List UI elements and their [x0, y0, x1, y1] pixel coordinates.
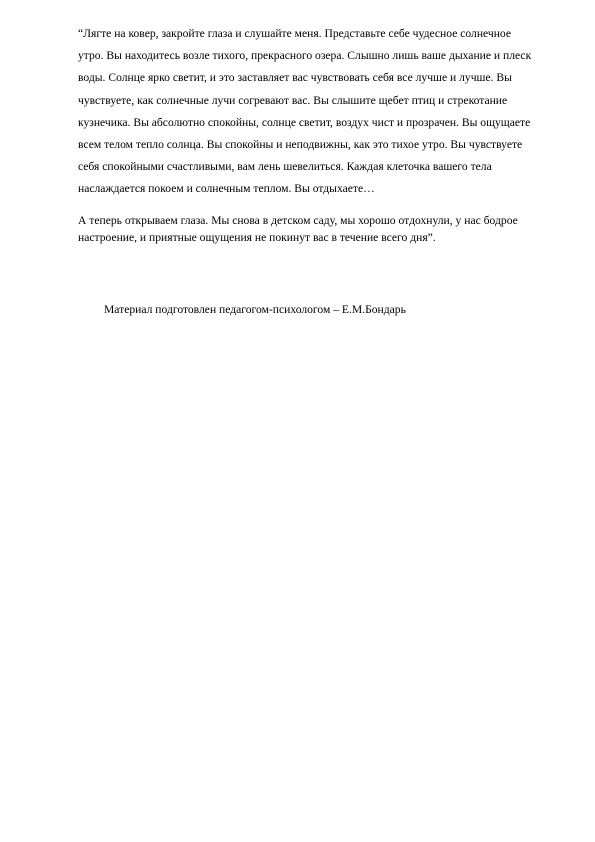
closing-paragraph: А теперь открываем глаза. Мы снова в детском саду, мы хорошо отдохнули, у нас бодрое настроение, и приятные ощущения не покинут вас в течение всего дня”.: [78, 214, 518, 244]
author-credit: Материал подготовлен педагогом-психологом – Е.М.Бондарь: [104, 303, 406, 316]
relaxation-script-paragraph: “Лягте на ковер, закройте глаза и слушайте меня. Представьте себе чудесное солнечное утро. Вы находитесь возле тихого, прекрасного озера. Слышно лишь ваше дыхание и плеск воды. Солнце ярко светит, и это заставляет вас чувствовать себя все лучше и лучше. Вы чувствуете, как солнечные лучи согревают вас. Вы слышите щебет птиц и стрекотание кузнечика. Вы абсолютно спокойны, солнце светит, воздух чист и прозрачен. Вы ощущаете всем телом тепло солнца. Вы спокойны и неподвижны, как это тихое утро. Вы чувствуете себя спокойными счастливыми, вам лень шевелиться. Каждая клеточка вашего тела наслаждается покоем и солнечным теплом. Вы отдыхаете…: [78, 27, 532, 196]
